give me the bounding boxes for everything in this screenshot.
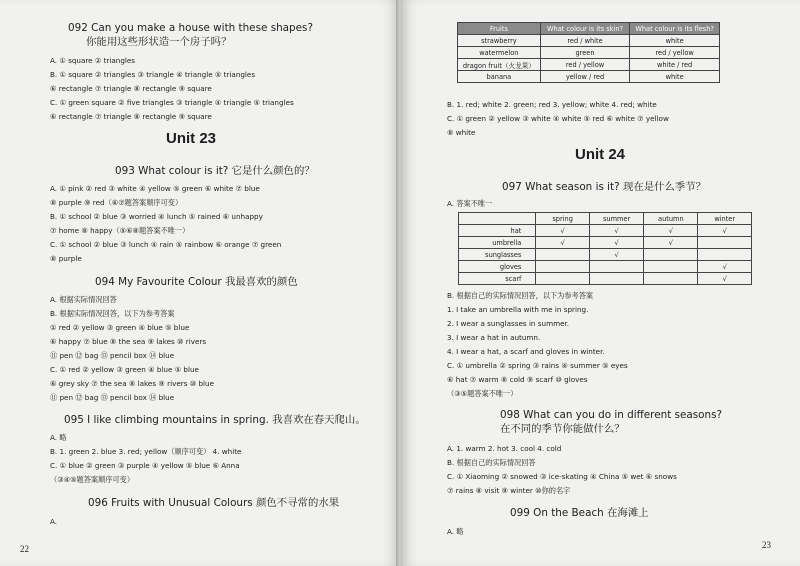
table-cell — [644, 273, 698, 285]
page-number: 23 — [762, 540, 771, 550]
table-cell: gloves — [459, 261, 536, 273]
section-heading: 094 My Favourite Colour 我最喜欢的颜色 — [95, 276, 298, 288]
table-cell: √ — [644, 237, 698, 249]
answer-line: ⑦ home ⑧ happy（⑤⑥⑧题答案不唯一） — [50, 226, 190, 235]
section-heading: 095 I like climbing mountains in spring. 我喜欢在春天爬山。 — [64, 414, 366, 426]
answer-line: ⑥ happy ⑦ blue ⑧ the sea ⑨ lakes ⑩ rivers — [50, 337, 207, 346]
unit-title: Unit 24 — [575, 146, 626, 163]
answer-line: A. 略 — [50, 433, 67, 442]
answer-line: ⑧ purple — [50, 254, 82, 263]
table-cell — [536, 273, 590, 285]
table-cell: Fruits — [458, 23, 541, 35]
answer-line: （③⑤题答案不唯一） — [447, 389, 518, 398]
table-cell: hat — [459, 225, 536, 237]
table-cell: √ — [698, 261, 752, 273]
table-cell: white — [630, 71, 720, 83]
table-cell: white — [630, 35, 720, 47]
table-cell: green — [540, 47, 629, 59]
page-number: 22 — [20, 544, 29, 554]
answer-line: A. ① pink ② red ③ white ④ yellow ⑤ green ⑥ white ⑦ blue — [50, 184, 260, 193]
table-row — [458, 71, 720, 83]
answer-line: ⑧ purple ⑨ red（⑥⑦题答案顺序可变） — [50, 198, 183, 207]
table-cell: spring — [536, 213, 590, 225]
table-header-row — [458, 23, 720, 35]
answer-line: ⑦ rains ⑧ visit ⑨ winter ⑩你的名字 — [447, 486, 571, 495]
table-row — [459, 249, 752, 261]
table-row — [459, 225, 752, 237]
answer-line: ⑪ pen ⑫ bag ⑬ pencil box ⑭ blue — [50, 351, 175, 360]
answer-line: A. 根据实际情况回答 — [50, 295, 117, 304]
table-cell — [459, 213, 536, 225]
table-cell: What colour is its flesh? — [630, 23, 720, 35]
table-cell: dragon fruit（火龙果） — [458, 59, 541, 71]
answer-line: A. 答案不唯一 — [447, 199, 493, 208]
table-cell — [644, 261, 698, 273]
table-cell: winter — [698, 213, 752, 225]
answer-line: ⑥ hat ⑦ warm ⑧ cold ⑨ scarf ⑩ gloves — [447, 375, 588, 384]
answer-line: B. 根据自己的实际情况回答，以下为参考答案 — [447, 291, 594, 300]
answer-line: B. ① square ② triangles ③ triangle ④ triangle ⑤ triangles — [50, 70, 256, 79]
answer-line: C. ① blue ② green ③ purple ④ yellow ⑤ blue ⑥ Anna — [50, 461, 240, 470]
table-cell: yellow / red — [540, 71, 629, 83]
answer-line: B. 根据实际情况回答，以下为参考答案 — [50, 309, 175, 318]
table-cell: √ — [536, 225, 590, 237]
answer-line: C. ① school ② blue ③ lunch ④ rain ⑤ rainbow ⑥ orange ⑦ green — [50, 240, 282, 249]
section-heading: 在不同的季节你能做什么？ — [500, 423, 625, 435]
answer-line: ⑥ rectangle ⑦ triangle ⑧ rectangle ⑨ square — [50, 84, 212, 93]
answer-line: A. — [50, 517, 58, 526]
answer-line: C. ① green square ② five triangles ③ triangle ④ triangle ⑤ triangles — [50, 98, 294, 107]
answer-line: C. ① red ② yellow ③ green ④ blue ⑤ blue — [50, 365, 199, 374]
answer-line: 1. I take an umbrella with me in spring. — [447, 305, 589, 314]
answer-line: （③④⑤题答案顺序可变） — [50, 475, 135, 484]
fruit-colour-table — [457, 22, 720, 83]
answer-line: 4. I wear a hat, a scarf and gloves in winter. — [447, 347, 605, 356]
table-cell — [698, 237, 752, 249]
table-cell: strawberry — [458, 35, 541, 47]
table-row — [458, 35, 720, 47]
section-heading: 097 What season is it? 现在是什么季节？ — [502, 181, 707, 193]
answer-line: C. ① green ② yellow ③ white ④ white ⑤ red ⑥ white ⑦ yellow — [447, 114, 669, 123]
table-row — [459, 273, 752, 285]
table-row — [458, 59, 720, 71]
right-page — [402, 0, 800, 566]
section-heading: 093 What colour is it? 它是什么颜色的？ — [115, 165, 315, 177]
table-cell: √ — [589, 249, 643, 261]
answer-line: ⑥ rectangle ⑦ triangle ⑧ rectangle ⑨ square — [50, 112, 212, 121]
table-cell: white / red — [630, 59, 720, 71]
answer-line: B. 根据自己的实际情况回答 — [447, 458, 536, 467]
table-cell: watermelon — [458, 47, 541, 59]
answer-line: A. 略 — [447, 527, 464, 536]
section-heading: 096 Fruits with Unusual Colours 颜色不寻常的水果 — [88, 497, 340, 509]
answer-line: ⑪ pen ⑫ bag ⑬ pencil box ⑭ blue — [50, 393, 175, 402]
answer-line: A. ① square ② triangles — [50, 56, 136, 65]
answer-line: C. ① Xiaoming ② snowed ③ ice-skating ④ China ⑤ wet ⑥ snows — [447, 472, 677, 481]
table-cell — [536, 249, 590, 261]
answer-line: A. 1. warm 2. hot 3. cool 4. cold — [447, 444, 562, 453]
table-row — [458, 47, 720, 59]
answer-line: ① red ② yellow ③ green ④ blue ⑤ blue — [50, 323, 190, 332]
table-cell: √ — [589, 237, 643, 249]
table-cell: √ — [536, 237, 590, 249]
table-cell: banana — [458, 71, 541, 83]
table-cell: √ — [698, 225, 752, 237]
answer-line: 3. I wear a hat in autumn. — [447, 333, 541, 342]
unit-title: Unit 23 — [166, 130, 217, 147]
answer-line: B. 1. red; white 2. green; red 3. yellow; white 4. red; white — [447, 100, 657, 109]
table-cell: red / yellow — [540, 59, 629, 71]
table-cell: What colour is its skin? — [540, 23, 629, 35]
table-cell — [644, 249, 698, 261]
left-page — [0, 0, 398, 566]
answer-line: B. 1. green 2. blue 3. red; yellow（顺序可变） 4. white — [50, 447, 242, 456]
section-heading: 099 On the Beach 在海滩上 — [510, 507, 649, 519]
table-cell: red / white — [540, 35, 629, 47]
table-cell — [536, 261, 590, 273]
table-row — [459, 261, 752, 273]
answer-line: B. ① school ② blue ③ worried ④ lunch ⑤ rained ⑥ unhappy — [50, 212, 263, 221]
answer-line: ⑧ white — [447, 128, 476, 137]
table-cell — [698, 249, 752, 261]
section-heading: 你能用这些形状造一个房子吗？ — [86, 36, 232, 48]
table-cell: √ — [589, 225, 643, 237]
table-cell: red / yellow — [630, 47, 720, 59]
table-cell: autumn — [644, 213, 698, 225]
table-cell — [589, 273, 643, 285]
table-cell: scarf — [459, 273, 536, 285]
table-header-row — [459, 213, 752, 225]
table-cell: √ — [644, 225, 698, 237]
table-cell: umbrella — [459, 237, 536, 249]
table-cell: √ — [698, 273, 752, 285]
answer-line: ⑥ grey sky ⑦ the sea ⑧ lakes ⑨ rivers ⑩ blue — [50, 379, 214, 388]
answer-line: 2. I wear a sunglasses in summer. — [447, 319, 570, 328]
season-table — [458, 212, 752, 285]
table-cell: summer — [589, 213, 643, 225]
answer-line: C. ① umbrella ② spring ③ rains ④ summer ⑤ eyes — [447, 361, 628, 370]
section-heading: 098 What can you do in different seasons? — [500, 409, 723, 421]
table-cell — [589, 261, 643, 273]
table-cell: sunglasses — [459, 249, 536, 261]
section-heading: 092 Can you make a house with these shapes? — [68, 22, 313, 34]
table-row — [459, 237, 752, 249]
